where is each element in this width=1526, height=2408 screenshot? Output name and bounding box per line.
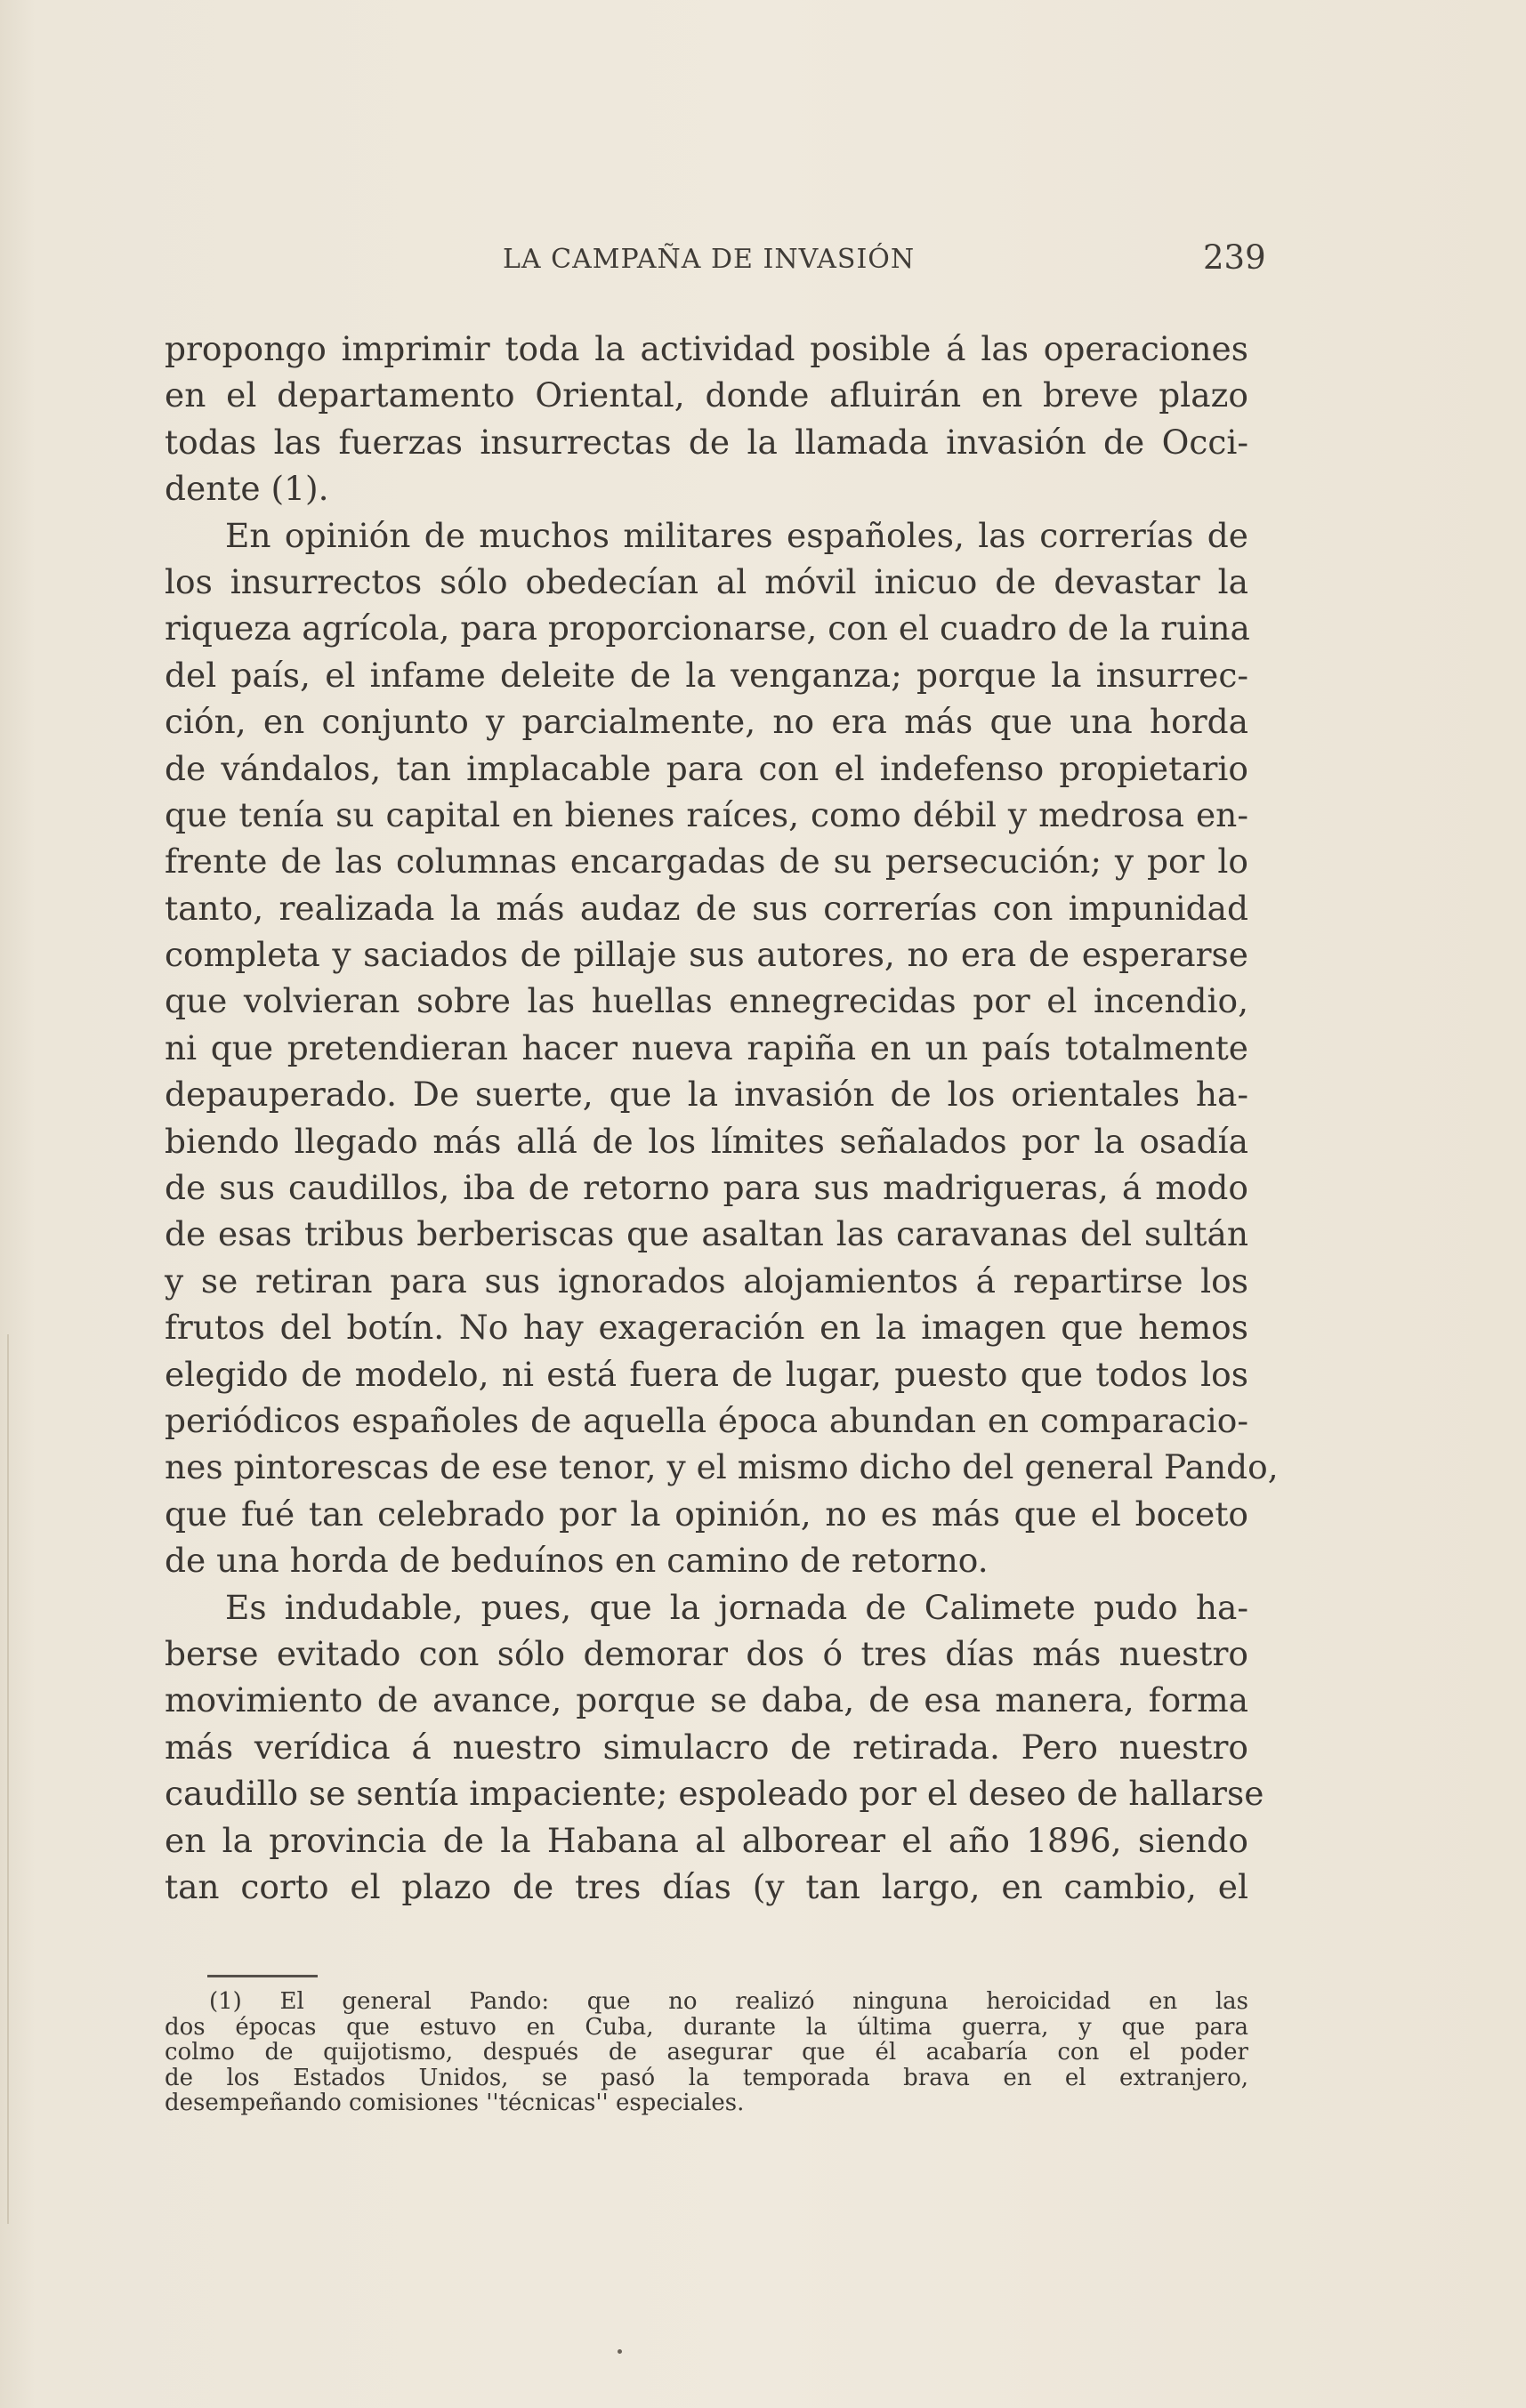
body-line: frente de las columnas encargadas de su persecución; y por lo bbox=[165, 842, 1248, 882]
body-line: en la provincia de la Habana al alborear el año 1896, siendo bbox=[165, 1820, 1248, 1860]
body-line: biendo llegado más allá de los límites señalados por la osadía bbox=[165, 1121, 1248, 1161]
binding-shadow bbox=[7, 1334, 9, 2224]
body-line: del país, el infame deleite de la venganza; porque la insurrec- bbox=[165, 655, 1248, 695]
body-line: propongo imprimir toda la actividad posible á las operaciones bbox=[165, 329, 1248, 368]
footnotes bbox=[165, 1989, 1248, 2116]
body-line: que fué tan celebrado por la opinión, no es más que el boceto bbox=[165, 1494, 1248, 1534]
body-line: en el departamento Oriental, donde afluirán en breve plazo bbox=[165, 375, 1248, 415]
body-line: nes pintorescas de ese tenor, y el mismo dicho del general Pando, bbox=[165, 1447, 1279, 1487]
body-line: depauperado. De suerte, que la invasión de los orientales ha- bbox=[165, 1075, 1248, 1115]
body-line: de vándalos, tan implacable para con el indefenso propietario bbox=[165, 748, 1248, 788]
footnote-rule bbox=[207, 1975, 318, 1977]
footnote-line: de los Estados Unidos, se pasó la temporada brava en el extranjero, bbox=[165, 2064, 1248, 2091]
footnote-line: colmo de quijotismo, después de asegurar que él acabaría con el poder bbox=[165, 2039, 1248, 2066]
body-line: que tenía su capital en bienes raíces, como débil y medrosa en- bbox=[165, 794, 1248, 834]
footnote-line: (1) El general Pando: que no realizó ninguna heroicidad en las bbox=[209, 1988, 1248, 2015]
body-line: de esas tribus berberiscas que asaltan las caravanas del sultán bbox=[165, 1214, 1248, 1254]
body-line: ni que pretendieran hacer nueva rapiña en un país totalmente bbox=[165, 1027, 1248, 1067]
body-line: de una horda de beduínos en camino de retorno. bbox=[165, 1541, 989, 1581]
body-line: tan corto el plazo de tres días (y tan largo, en cambio, el bbox=[165, 1866, 1248, 1906]
body-line: movimiento de avance, porque se daba, de esa manera, forma bbox=[165, 1680, 1248, 1720]
page-number: 239 bbox=[1203, 238, 1266, 277]
body-line: más verídica á nuestro simulacro de retirada. Pero nuestro bbox=[165, 1727, 1248, 1767]
body-line: todas las fuerzas insurrectas de la llamada invasión de Occi- bbox=[165, 422, 1248, 462]
footnote-line: desempeñando comisiones ''técnicas'' especiales. bbox=[165, 2090, 745, 2117]
body-line: ción, en conjunto y parcialmente, no era más que una horda bbox=[165, 702, 1248, 742]
body-text bbox=[165, 326, 1279, 1910]
body-line: que volvieran sobre las huellas ennegrecidas por el incendio, bbox=[165, 981, 1248, 1021]
body-line: riqueza agrícola, para proporcionarse, con el cuadro de la ruina bbox=[165, 608, 1250, 648]
body-line: dente (1). bbox=[165, 469, 329, 509]
body-line: berse evitado con sólo demorar dos ó tres días más nuestro bbox=[165, 1633, 1248, 1673]
running-title: LA CAMPAÑA DE INVASIÓN bbox=[503, 244, 916, 275]
body-line: En opinión de muchos militares españoles, las correrías de bbox=[225, 515, 1248, 555]
body-line: Es indudable, pues, que la jornada de Calimete pudo ha- bbox=[225, 1587, 1248, 1627]
body-line: tanto, realizada la más audaz de sus correrías con impunidad bbox=[165, 888, 1248, 928]
body-line: los insurrectos sólo obedecían al móvil inicuo de devastar la bbox=[165, 561, 1248, 601]
body-line: y se retiran para sus ignorados alojamientos á repartirse los bbox=[165, 1260, 1248, 1301]
body-line: de sus caudillos, iba de retorno para sus madrigueras, á modo bbox=[165, 1168, 1248, 1208]
body-line: caudillo se sentía impaciente; espoleado por el deseo de hallarse bbox=[165, 1774, 1264, 1814]
body-line: periódicos españoles de aquella época abundan en comparacio- bbox=[165, 1400, 1248, 1440]
body-line: completa y saciados de pillaje sus autores, no era de esperarse bbox=[165, 935, 1248, 975]
body-line: elegido de modelo, ni está fuera de lugar, puesto que todos los bbox=[165, 1354, 1248, 1394]
footnote-line: dos épocas que estuvo en Cuba, durante la última guerra, y que para bbox=[165, 2013, 1248, 2041]
paper-speck bbox=[618, 2349, 622, 2354]
body-line: frutos del botín. No hay exageración en la imagen que hemos bbox=[165, 1308, 1248, 1348]
